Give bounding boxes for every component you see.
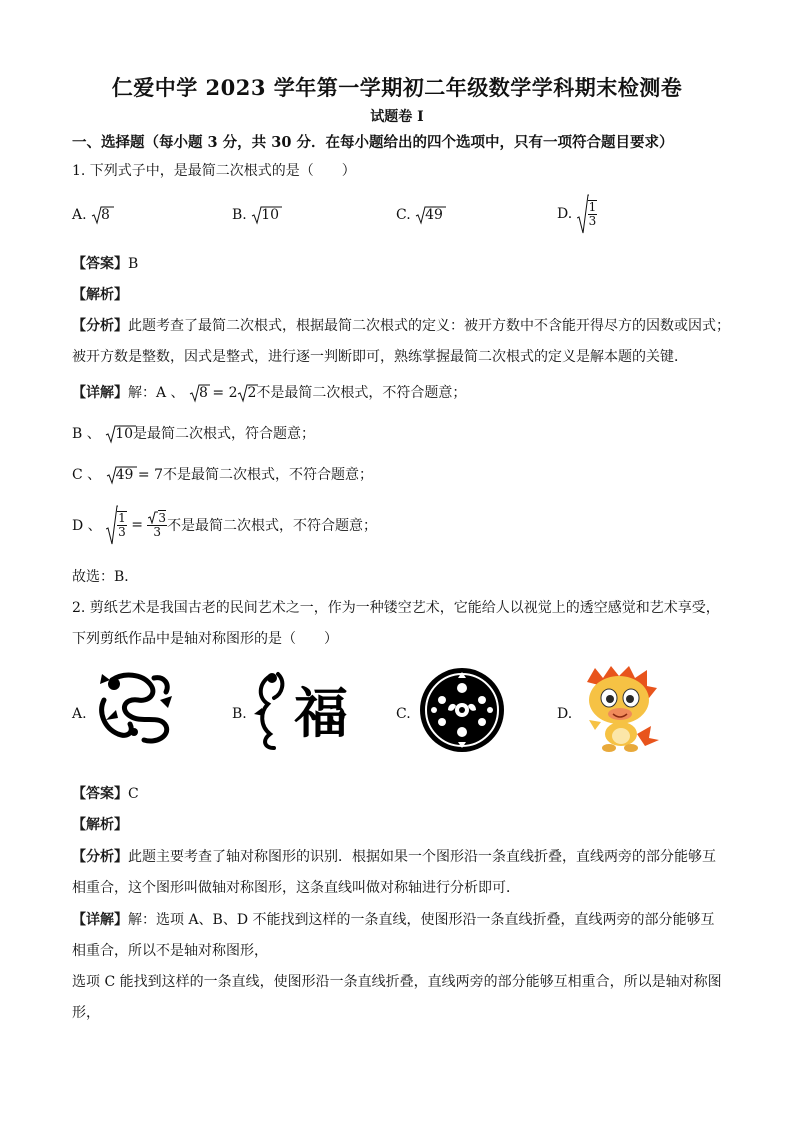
- q2-option-c-label: C.: [396, 706, 411, 722]
- detail-prefix: D 、: [72, 518, 102, 534]
- q2-option-a-label: A.: [72, 706, 87, 722]
- math-equals: = 2: [207, 385, 238, 401]
- page-title: 仁爱中学 2023 学年第一学期初二年级数学学科期末检测卷: [111, 75, 683, 100]
- q1-fenxi-line2: 被开方数是整数，因式是整式，进行逐一判断即可，熟练掌握最简二次根式的定义是解本题的关键．: [72, 349, 688, 365]
- q1-option-d: [557, 194, 597, 234]
- answer-tag: 【答案】: [72, 786, 128, 802]
- q1-detail-d: [72, 505, 377, 545]
- q2-detail-line2: 相重合，所以不是轴对称图形，: [72, 943, 268, 959]
- fenxi-tag: 【分析】: [72, 318, 128, 334]
- q1-fenxi: [72, 315, 730, 335]
- q1-option-d-label: D.: [557, 206, 573, 222]
- fraction-denominator: 3: [153, 525, 162, 539]
- q2-detail-line3: 选项 C 能找到这样的一条直线，使图形沿一条直线折叠，直线两旁的部分能够互相重合，所以是轴对称图: [72, 974, 722, 990]
- analysis-tag: 【解析】: [72, 287, 128, 303]
- q2-fenxi: [72, 846, 716, 866]
- papercut-round-window-icon: [418, 666, 506, 754]
- q2-stem-line1: 2. 剪纸艺术是我国古老的民间艺术之一，作为一种镂空艺术，它能给人以视觉上的透空感觉和艺术享受，: [72, 600, 720, 616]
- q1-detail-c: [72, 464, 373, 485]
- q1-option-a: [72, 205, 110, 225]
- q2-stem-line2: 下列剪纸作品中是轴对称图形的是（ ）: [72, 631, 338, 647]
- papercut-dragon-icon: [94, 670, 176, 748]
- math-radicand: 49: [115, 467, 134, 483]
- fraction-numerator: [147, 511, 167, 526]
- math-fraction: [147, 511, 167, 539]
- q2-detail-line4: 形，: [72, 1005, 100, 1021]
- q2-answer: [72, 783, 139, 803]
- q1-stem: 1. 下列式子中，是最简二次根式的是（ ）: [72, 163, 356, 179]
- math-fraction: [117, 511, 127, 539]
- q2-option-d-label: D.: [557, 706, 573, 722]
- detail-tag: 【详解】: [72, 385, 128, 401]
- detail-text: 解：选项 A、B、D 不能找到这样的一条直线，使图形沿一条直线折叠，直线两旁的部分能够互: [128, 912, 715, 928]
- detail-prefix: 解：A 、: [128, 385, 185, 401]
- q1-detail-a: [72, 382, 466, 403]
- answer-value: B: [128, 256, 139, 272]
- fenxi-text: 此题考查了最简二次根式，根据最简二次根式的定义：被开方数中不含能开得尽方的因数或因式；: [128, 318, 730, 334]
- math-radicand: 10: [115, 426, 134, 442]
- cartoon-dragon-icon: [579, 664, 661, 752]
- section-heading: 一、选择题（每小题 3 分，共 30 分．在每小题给出的四个选项中，只有一项符合题目要求）: [72, 134, 674, 151]
- math-radicand: 8: [199, 385, 208, 401]
- answer-value: C: [128, 786, 139, 802]
- detail-text: 不是最简二次根式，不符合题意；: [163, 467, 373, 483]
- detail-text: 不是最简二次根式，不符合题意；: [167, 518, 378, 534]
- q1-conclusion: 故选：B．: [72, 569, 139, 585]
- fraction-numerator: 1: [118, 511, 126, 525]
- q2-option-b-label: B.: [232, 706, 247, 722]
- fraction-denominator: 3: [118, 525, 126, 539]
- detail-text: 不是最简二次根式，不符合题意；: [256, 385, 467, 401]
- q1-detail-b: [72, 423, 315, 444]
- q1-option-c: [396, 205, 443, 225]
- q1-analysis-tag: [72, 284, 128, 304]
- q2-analysis-tag: [72, 814, 128, 834]
- fenxi-tag: 【分析】: [72, 849, 128, 865]
- math-radicand: 2: [247, 385, 257, 401]
- detail-prefix: B 、: [72, 426, 101, 442]
- analysis-tag: 【解析】: [72, 817, 128, 833]
- answer-tag: 【答案】: [72, 256, 128, 272]
- q1-option-b-radicand: 10: [261, 207, 280, 223]
- detail-text: 是最简二次根式，符合题意；: [133, 426, 316, 442]
- page-subtitle: 试题卷 I: [370, 109, 424, 125]
- q1-option-b: [232, 205, 279, 225]
- detail-tag: 【详解】: [72, 912, 128, 928]
- q2-detail: [72, 909, 715, 929]
- detail-prefix: C 、: [72, 467, 102, 483]
- q1-option-a-radicand: 8: [101, 207, 110, 223]
- fu-character: 福: [294, 681, 348, 745]
- fraction-numerator: 1: [588, 200, 597, 214]
- q1-option-b-label: B.: [232, 207, 247, 223]
- math-radicand: 3: [158, 511, 167, 525]
- math-equals: = 7: [133, 467, 163, 483]
- fraction-denominator: 3: [588, 214, 597, 228]
- q2-fenxi-line2: 相重合，这个图形叫做轴对称图形，这条直线叫做对称轴进行分析即可．: [72, 880, 520, 896]
- q1-option-c-label: C.: [396, 207, 411, 223]
- q1-option-a-label: A.: [72, 207, 87, 223]
- fenxi-text: 此题主要考查了轴对称图形的识别．根据如果一个图形沿一条直线折叠，直线两旁的部分能够互: [128, 849, 716, 865]
- radical-icon: [148, 511, 158, 524]
- papercut-fu-dragon-icon: [252, 668, 348, 752]
- q1-option-c-radicand: 49: [425, 207, 443, 223]
- q1-answer: [72, 253, 138, 273]
- math-equals: =: [126, 517, 148, 533]
- q1-option-d-fraction: [588, 200, 598, 228]
